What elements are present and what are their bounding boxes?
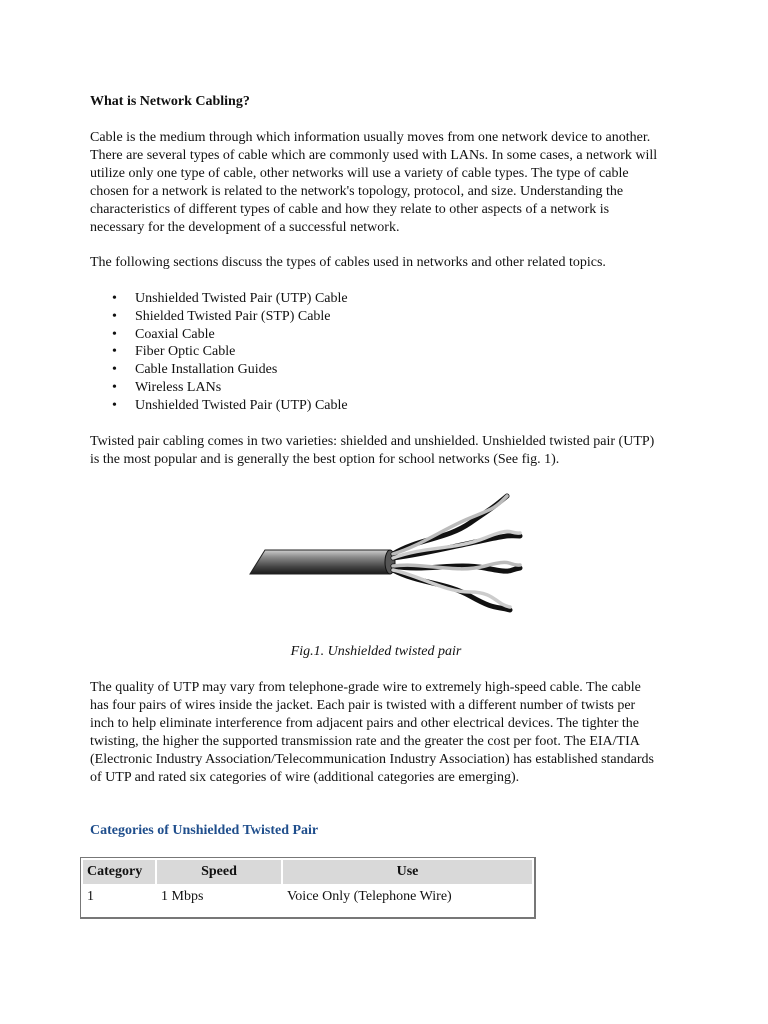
cell-use: Voice Only (Telephone Wire)	[287, 889, 452, 904]
cable-jacket	[250, 550, 390, 574]
list-item: • Wireless LANs	[90, 379, 348, 397]
sections-intro-paragraph: The following sections discuss the types of cables used in networks and other related topics.	[90, 255, 606, 270]
list-item: • Unshielded Twisted Pair (UTP) Cable	[90, 397, 348, 415]
page-heading: What is Network Cabling?	[90, 94, 250, 109]
twisted-pair-3	[393, 562, 520, 571]
utp-quality-paragraph: The quality of UTP may vary from telephone-grade wire to extremely high-speed cable. The cable has four pairs of wires inside the jacket. Each pair is twisted with a different number of twists per inch to help eliminate interference from adjacent pairs and other electrical devices. The tighter the twisting, the higher the supported transmission rate and the greater the cost per foot. The EIA/TIA (Electronic Industry Association/Telecommunication Industry Association) has established standards of UTP and rated six categories of wire (additional categories are emerging).	[90, 680, 654, 785]
list-item: • Fiber Optic Cable	[90, 343, 348, 361]
categories-heading: Categories of Unshielded Twisted Pair	[90, 823, 319, 838]
utp-cable-illustration	[245, 488, 525, 618]
topics-list	[90, 290, 348, 415]
intro-paragraph: Cable is the medium through which information usually moves from one network device to another. There are several types of cable which are commonly used with LANs. In some cases, a network will utilize only one type of cable, other networks will use a variety of cable types. The type of cable chosen for a network is related to the network's topology, protocol, and size. Understanding the characteristics of different types of cable and how they relate to other aspects of a network is necessary for the development of a successful network.	[90, 130, 658, 235]
twisted-pair-paragraph: Twisted pair cabling comes in two varieties: shielded and unshielded. Unshielded twisted pair (UTP) is the most popular and is generally the best option for school networks (See fig. 1).	[90, 434, 655, 467]
column-header-category: Category	[83, 860, 155, 884]
cell-speed: 1 Mbps	[161, 889, 204, 904]
twisted-pair-4	[393, 570, 510, 610]
figure-caption: Fig.1. Unshielded twisted pair	[290, 644, 462, 659]
column-header-speed: Speed	[157, 860, 281, 884]
list-item: • Cable Installation Guides	[90, 361, 348, 379]
list-item: • Unshielded Twisted Pair (UTP) Cable	[90, 290, 348, 308]
table-row	[83, 886, 532, 908]
table-header-row	[83, 860, 532, 884]
cell-category: 1	[87, 889, 94, 904]
list-item: • Shielded Twisted Pair (STP) Cable	[90, 308, 348, 326]
column-header-use: Use	[283, 860, 532, 884]
list-item: • Coaxial Cable	[90, 326, 348, 344]
categories-table	[80, 857, 536, 919]
